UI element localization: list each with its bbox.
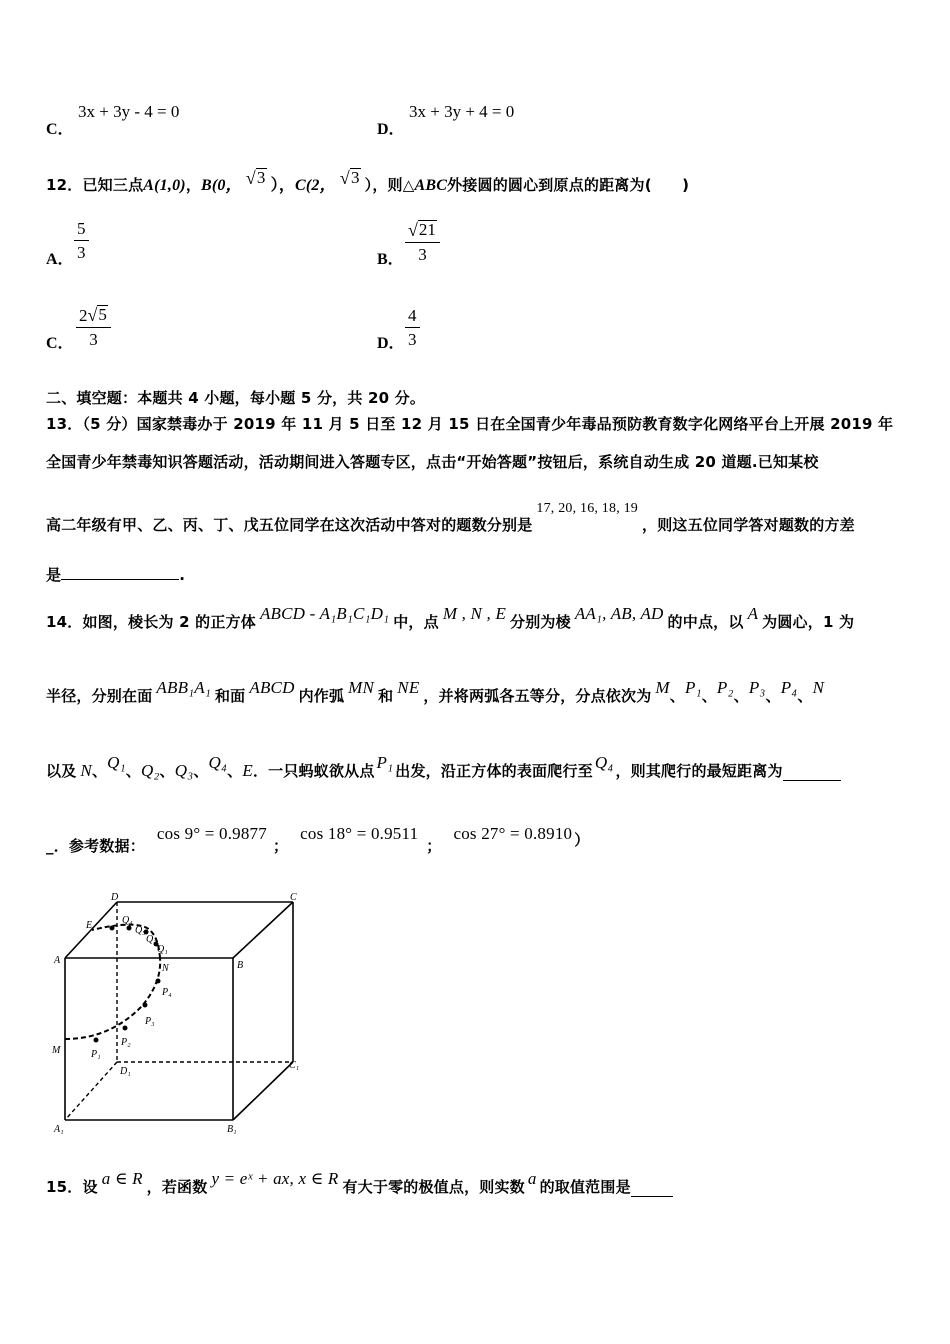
q13-answer-blank[interactable]: [61, 579, 179, 580]
q14-edges: AA₁, AB, AD: [574, 604, 664, 623]
q14-seq2-2: Q₂: [140, 761, 160, 780]
q13-line-2: 全国青少年禁毒知识答题活动，活动期间进入答题专区，点击“开始答题”按钮后，系统自动生成 20 道题.已知某校: [46, 453, 819, 471]
q14-ref-cos18: cos 18° = 0.9511: [300, 824, 419, 843]
q12-stem-start: 12．已知三点: [46, 176, 144, 194]
q14-seq2-1: Q₁: [107, 753, 126, 772]
q14-seq1-2: P₂: [716, 678, 734, 697]
q14-seq1-0: M: [655, 678, 670, 697]
label-d: D: [111, 892, 119, 903]
q11-option-d-label: D．: [377, 121, 405, 138]
q14-end-point: Q₄: [594, 753, 614, 772]
q11-option-c-expression: 3x + 3y - 4 = 0: [78, 102, 180, 121]
q14-seq2-0: N: [80, 761, 92, 780]
q11-option-c-label: C．: [46, 121, 74, 138]
label-p2: P₂: [121, 1037, 131, 1048]
q14-seq2-4: Q₄: [208, 753, 228, 772]
q14-cube-figure: [40, 890, 320, 1140]
q14-cube-name: ABCD - A₁B₁C₁D₁: [259, 604, 390, 623]
q14-answer-blank[interactable]: [783, 780, 841, 781]
label-p1: P₁: [91, 1049, 101, 1060]
q12-stem: [46, 168, 690, 195]
label-m: M: [52, 1045, 61, 1056]
q12-option-d-fraction: $\frac{4}{3}$: [405, 307, 420, 349]
label-d1: D₁: [120, 1066, 131, 1077]
cube-solid-edges: [65, 902, 293, 1120]
q13-data-values: 17, 20, 16, 18, 19: [536, 501, 639, 516]
label-p4: P₄: [162, 987, 172, 998]
label-q1: Q₁: [157, 944, 168, 955]
q13-line-1: 13．（5 分）国家禁毒办于 2019 年 11 月 5 日至 12 月 15 日在全国青少年毒品预防教育数字化网络平台上开展 2019 年: [46, 415, 894, 433]
q12-point-c-close: ），则△: [364, 176, 415, 194]
label-a: A: [54, 955, 61, 966]
q14-line-3: 以及 N 、 Q₁ 、 Q₂ 、 Q₃ 、 Q₄ 、 E ．一只蚂蚁欲从点 P₁ 出发，沿正方体的表面爬行至 Q₄ ，则其爬行的最短距离为: [46, 760, 841, 781]
label-e: E: [86, 920, 93, 931]
q12-point-b-close: ），: [270, 177, 296, 194]
q14-center: A: [747, 604, 759, 623]
q12-option-c-label: C．: [46, 335, 74, 352]
q12-sqrt3-b: √ 3: [245, 168, 266, 188]
label-c1: C₁: [289, 1060, 300, 1071]
q15-answer-blank[interactable]: [631, 1196, 673, 1197]
q13-line-3-start: 高二年级有甲、乙、丙、丁、戊五位同学在这次活动中答对的题数分别是: [46, 516, 533, 534]
q15-function: y = eˣ + ax, x ∈ R: [211, 1169, 339, 1188]
q12-option-a-label: A．: [46, 251, 74, 268]
q14-face-1: ABB₁A₁: [156, 678, 211, 697]
label-c: C: [290, 892, 297, 903]
q14-points-mne: M , N , E: [442, 604, 507, 623]
q13-line-3-end: ，则这五位同学答对题数的方差: [642, 516, 855, 534]
q14-line-2: 半径，分别在面 ABB₁A₁ 和面 ABCD 内作弧 MN 和 NE ，并将两弧各五等分，分点依次为 M 、 P₁ 、 P₂ 、 P₃ 、 P₄ 、 N: [46, 678, 825, 705]
q14-ref-cos9: cos 9° = 0.9877: [156, 824, 267, 843]
q12-point-a: A(1,0): [143, 177, 186, 194]
q12-option-d-label: D．: [377, 335, 405, 352]
q13-line-3: [46, 501, 855, 535]
label-q3: Q₃: [135, 925, 146, 936]
q14-ref-cos27: cos 27° = 0.8910: [453, 824, 573, 843]
q14-line-4: _．参考数据： cos 9° = 0.9877 ； cos 18° = 0.9511 ； cos 27° = 0.8910 ）: [46, 824, 590, 855]
q15-stem: 15．设 a ∈ R ，若函数 y = eˣ + ax, x ∈ R 有大于零的极值点，则实数 a 的取值范围是: [46, 1176, 673, 1197]
q14-seq2-5: E: [242, 761, 253, 780]
q12-sqrt3-c: √ 3: [339, 168, 360, 188]
q14-arc-1: MN: [348, 678, 375, 697]
q12-separator: ，: [185, 176, 202, 194]
q11-option-d-expression: 3x + 3y + 4 = 0: [409, 102, 515, 121]
q14-arc-2: NE: [397, 678, 420, 697]
label-b: B: [237, 960, 244, 971]
q12-option-c-fraction: 2 √ 5 3: [76, 305, 111, 349]
section-heading-fill-blank: 二、填空题：本题共 4 小题，每小题 5 分，共 20 分。: [46, 389, 426, 407]
label-q4: Q₄: [122, 915, 133, 926]
label-a1: A₁: [54, 1124, 64, 1135]
q15-variable: a: [527, 1169, 537, 1188]
q14-seq1-1: P₁: [685, 678, 702, 697]
q12-option-b-label: B．: [377, 251, 404, 268]
q14-line-1: 14．如图，棱长为 2 的正方体 ABCD - A₁B₁C₁D₁ 中，点 M , N , E 分别为棱 AA₁, AB, AD 的中点，以 A 为圆心，1 为: [46, 604, 855, 631]
q12-option-b-fraction: √ 21 3: [405, 220, 440, 264]
q14-seq2-3: Q₃: [174, 761, 194, 780]
label-n: N: [162, 963, 169, 974]
label-q2: Q₂: [146, 934, 157, 945]
q12-point-b-open: B(0，: [201, 177, 242, 194]
q12-option-a-fraction: $\frac{5}{3}$: [74, 220, 89, 262]
q12-triangle-name: ABC: [414, 177, 448, 194]
q13-line-4: 是 .: [46, 566, 186, 584]
q14-seq1-4: P₄: [780, 678, 798, 697]
q15-condition: a ∈ R: [101, 1169, 143, 1188]
label-b1: B₁: [227, 1124, 237, 1135]
q14-seq1-3: P₃: [748, 678, 766, 697]
q12-point-c-open: C(2，: [295, 177, 336, 194]
q14-face-2: ABCD: [249, 678, 295, 697]
label-p3: P₃: [145, 1016, 155, 1027]
q14-seq1-5: N: [812, 678, 825, 697]
q14-start-point: P₁: [376, 753, 394, 772]
q12-stem-end: 外接圆的圆心到原点的距离为( ): [447, 176, 690, 194]
